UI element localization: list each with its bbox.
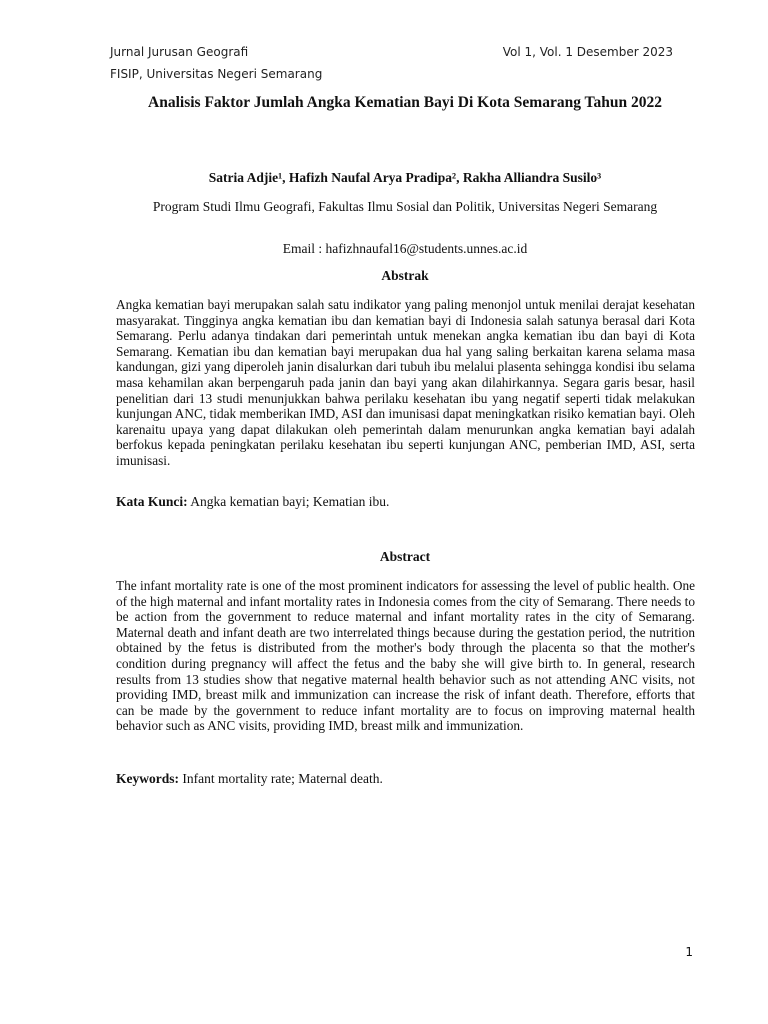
page-number: 1 bbox=[685, 945, 693, 959]
journal-faculty: FISIP, Universitas Negeri Semarang bbox=[110, 67, 323, 81]
paper-authors: Satria Adjie¹, Hafizh Naufal Arya Pradipa², Rakha Alliandra Susilo³ bbox=[208, 170, 602, 185]
paper-title: Analisis Faktor Jumlah Angka Kematian Bayi Di Kota Semarang Tahun 2022 bbox=[148, 94, 662, 111]
abstrak-text: Angka kematian bayi merupakan salah satu indikator yang paling menonjol untuk menilai derajat kesehatan masyarakat. Tingginya angka kematian ibu dan kematian bayi di Indonesia salah satunya berasal dari Kota Semarang. Perlu adanya tindakan dari pemerintah untuk menekan angka kematian ibu dan bayi di Kota Semarang. Kematian ibu dan kematian bayi merupakan dua hal yang saling berkaitan karena selama masa kandungan, gizi yang diperoleh janin disalurkan dari tubuh ibu melalui plasenta sehingga kondisi ibu selama masa kehamilan akan berpengaruh pada janin dan bayi yang akan dilahirkannya. Segara garis besar, hasil penelitian dari 13 studi menunjukkan bahwa perilaku kesehatan ibu yang negatif seperti tidak melakukan kunjungan ANC, tidak memberikan IMD, ASI dan imunisasi dapat meningkatkan risiko kematian bayi. Oleh karenaitu upaya yang dapat dilakukan oleh pemerintah dalam menurunkan angka kematian bayi adalah berfokus kepada peningkatan perilaku kesehatan ibu seperti kunjungan ANC, pemberian IMD, ASI, serta imunisasi. bbox=[116, 297, 695, 468]
author-affiliation: Program Studi Ilmu Geografi, Fakultas Ilmu Sosial dan Politik, Universitas Negeri Semarang bbox=[152, 199, 658, 214]
journal-volume: Vol 1, Vol. 1 Desember 2023 bbox=[502, 45, 673, 59]
abstract-keywords-value: Infant mortality rate; Maternal death. bbox=[182, 771, 383, 786]
journal-name: Jurnal Jurusan Geografi bbox=[110, 45, 249, 59]
abstract-text: The infant mortality rate is one of the most prominent indicators for assessing the level of public health. One of the high maternal and infant mortality rates in Indonesia comes from the city of Semarang. There needs to be action from the government to reduce maternal and infant mortality rates in the city of Semarang. Maternal death and infant death are two interrelated things because during the gestation period, the nutrition obtained by the fetus is distributed from the mother's body through the placenta so that the mother's condition during pregnancy will affect the fetus and the baby she will give birth to. In general, research results from 13 studies show that negative maternal health behavior such as not attending ANC visits, not providing IMD, breast milk and immunization can increase the risk of infant death. Therefore, efforts that can be made by the government to reduce infant mortality are to focus on improving maternal health behavior such as ANC visits, providing IMD, breast milk and immunization. bbox=[116, 578, 695, 734]
abstract-keywords bbox=[116, 771, 695, 787]
abstrak-keywords-label: Kata Kunci: bbox=[116, 494, 188, 509]
abstrak-keywords bbox=[116, 494, 695, 510]
abstract-keywords-label: Keywords: bbox=[116, 771, 179, 786]
abstrak-heading: Abstrak bbox=[381, 268, 429, 283]
abstrak-keywords-value: Angka kematian bayi; Kematian ibu. bbox=[190, 494, 390, 509]
author-email: Email : hafizhnaufal16@students.unnes.ac.id bbox=[282, 241, 528, 256]
abstract-heading: Abstract bbox=[379, 549, 431, 564]
